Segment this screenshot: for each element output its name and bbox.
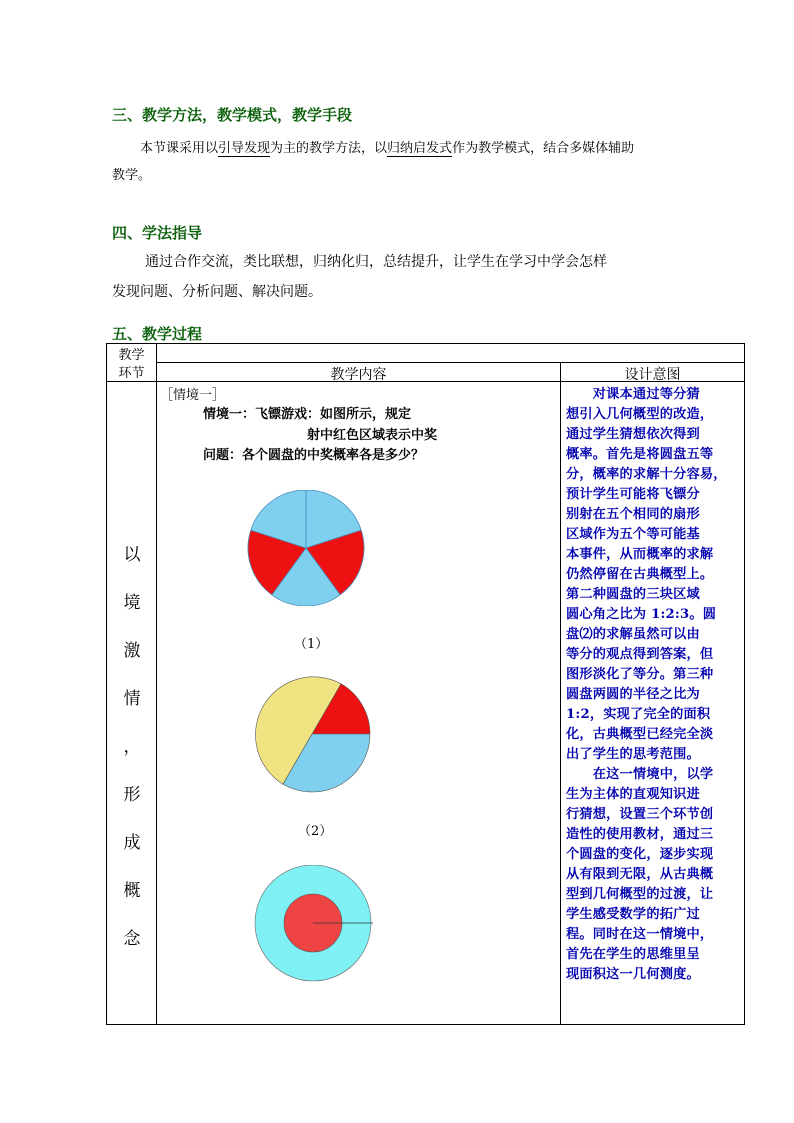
header-content: 教学内容 — [330, 367, 387, 383]
section4-heading: 四、学法指导 — [112, 224, 203, 242]
intent-line: 第二种圆盘的三块区域 — [566, 587, 700, 602]
header-stage-line1: 教学 — [118, 348, 145, 363]
intent-line: 概率。首先是将圆盘五等 — [566, 447, 714, 462]
section3-text-b: 为主的教学方法，以 — [270, 141, 388, 156]
dartboard-figure-2 — [252, 674, 372, 794]
intent-line: 想引入几何概型的改造， — [566, 407, 714, 422]
intent-line: 区域作为五个等可能基 — [566, 527, 700, 542]
intent-line: 在这一情境中，以学 — [566, 767, 714, 782]
stage-char: 形 — [123, 785, 141, 805]
dartboard-figure-3 — [252, 865, 376, 985]
intent-line: 型到几何概型的过渡，让 — [566, 887, 714, 902]
intent-line: 分，概率的求解十分容易， — [566, 467, 727, 482]
intent-line: 图形淡化了等分。第三种 — [566, 667, 714, 682]
context-tag: ［情境一］ — [160, 388, 226, 403]
figure-2-label: （2） — [298, 824, 333, 839]
section3-line2: 教学。 — [112, 168, 152, 183]
intent-line: 出了学生的思考范围。 — [566, 747, 700, 762]
intent-line: 现面积这一几何测度。 — [566, 967, 700, 982]
section3-underline-1: 引导发现 — [218, 141, 271, 156]
table-border-bottom — [106, 1024, 745, 1025]
intent-line: 别射在五个相同的扇形 — [566, 507, 700, 522]
intent-line: 等分的观点得到答案，但 — [566, 647, 714, 662]
stage-char: 情 — [123, 689, 141, 709]
intent-line: 圆盘两圆的半径之比为 — [566, 687, 700, 702]
context-line-1: 情境一：飞镖游戏：如图所示，规定 — [203, 407, 412, 422]
stage-char: 概 — [123, 881, 141, 901]
intent-line: 本事件，从而概率的求解 — [566, 547, 714, 562]
header-intent: 设计意图 — [624, 367, 681, 383]
intent-line: 通过学生猜想依次得到 — [566, 427, 700, 442]
intent-line: 1:2，实现了完全的面积 — [566, 707, 711, 722]
intent-line: 个圆盘的变化，逐步实现 — [566, 847, 714, 862]
intent-text — [566, 385, 746, 985]
stage-char: 以 — [123, 545, 141, 565]
section4-line2: 发现问题、分析问题、解决问题。 — [112, 284, 322, 300]
table-header-divider — [156, 362, 745, 363]
section3-text-a: 本节课采用以 — [140, 141, 219, 156]
stage-char: ， — [123, 737, 141, 757]
intent-line: 盘⑵的求解虽然可以由 — [566, 627, 700, 642]
table-col-divider-2 — [560, 362, 561, 1025]
table-border-top — [106, 343, 745, 344]
intent-line: 行猜想，设置三个环节创 — [566, 807, 714, 822]
context-line-2: 射中红色区域表示中奖 — [307, 428, 438, 443]
dartboard-figure-1 — [245, 490, 367, 606]
intent-line: 学生感受数学的拓广过 — [566, 907, 700, 922]
intent-line: 仍然停留在古典概型上。 — [566, 567, 714, 582]
intent-line: 从有限到无限，从古典概 — [566, 867, 714, 882]
intent-line: 预计学生可能将飞镖分 — [566, 487, 700, 502]
stage-char: 激 — [123, 641, 141, 661]
intent-line: 对课本通过等分猜 — [566, 387, 700, 402]
section5-heading: 五、教学过程 — [112, 325, 203, 343]
intent-line: 造性的使用教材，通过三 — [566, 827, 714, 842]
stage-char: 境 — [123, 593, 141, 613]
intent-line: 程。同时在这一情境中， — [566, 927, 714, 942]
section3-underline-2: 归纳启发式 — [387, 141, 453, 156]
intent-line: 生为主体的直观知识进 — [566, 787, 700, 802]
section4-line1: 通过合作交流，类比联想，归纳化归，总结提升，让学生在学习中学会怎样 — [145, 254, 607, 270]
intent-line: 化，古典概型已经完全淡 — [566, 727, 714, 742]
intent-line: 圆心角之比为 1:2:3。圆 — [566, 607, 717, 622]
context-line-3: 问题：各个圆盘的中奖概率各是多少？ — [203, 448, 425, 463]
section3-text-c: 作为教学模式，结合多媒体辅助 — [452, 141, 635, 156]
intent-line: 首先在学生的思维里呈 — [566, 947, 700, 962]
section3-heading: 三、教学方法，教学模式，教学手段 — [112, 106, 353, 124]
figure-1-label: （1） — [294, 637, 329, 652]
stage-char: 成 — [123, 833, 141, 853]
header-stage-line2: 环节 — [118, 366, 145, 381]
section3-paragraph — [140, 137, 634, 156]
stage-char: 念 — [123, 929, 141, 949]
